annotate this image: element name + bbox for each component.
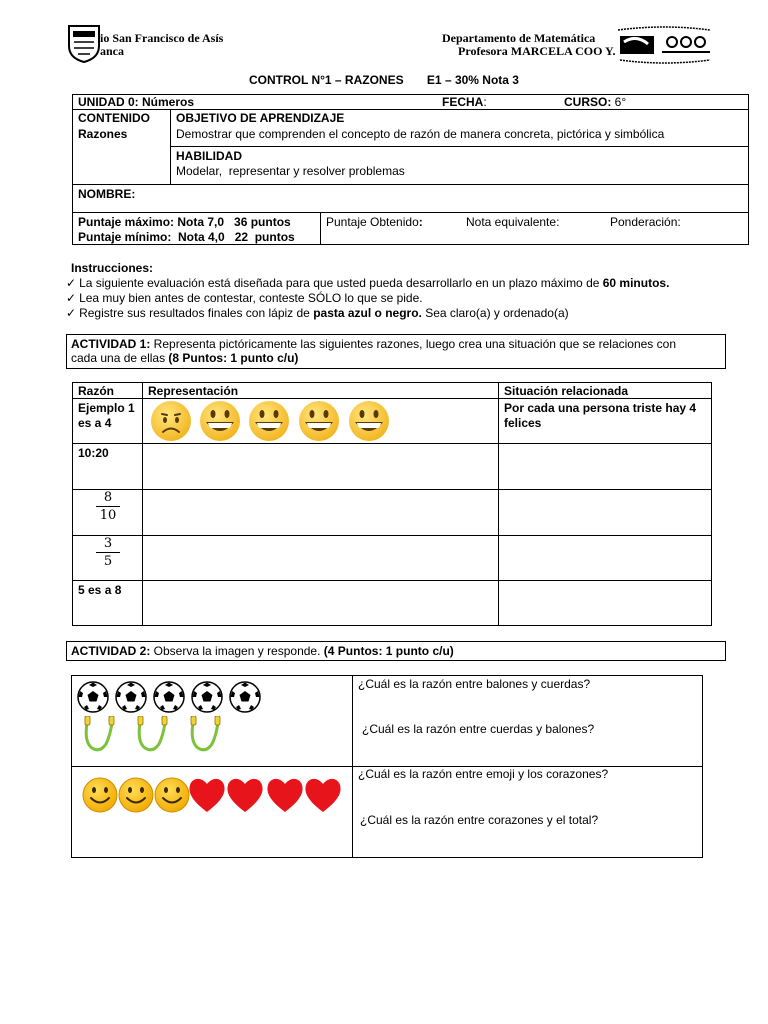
jump-ropes-row xyxy=(82,716,232,754)
ratio-5-es-a-8: 5 es a 8 xyxy=(78,583,122,597)
instruction-3-post: Sea claro(a) y ordenado(a) xyxy=(421,306,569,320)
grinning-emoji-icon xyxy=(299,401,339,441)
page-title: CONTROL N°1 – RAZONES E1 – 30% Nota 3 xyxy=(249,73,519,87)
nota-equivalente-field[interactable]: Nota equivalente: xyxy=(466,215,560,229)
habilidad-label: HABILIDAD xyxy=(176,149,242,163)
example-situation-line1: Por cada una persona triste hay 4 xyxy=(504,401,697,415)
instructions-heading: Instrucciones: xyxy=(71,261,154,275)
soccer-ball-icon xyxy=(154,682,184,712)
heart-icon xyxy=(305,779,340,812)
puntaje-maximo: Puntaje máximo: Nota 7,0 36 puntos xyxy=(78,215,291,229)
soccer-balls-row xyxy=(76,680,262,714)
activity2-points: (4 Puntos: 1 punto c/u) xyxy=(323,644,454,658)
fraction-numerator: 3 xyxy=(103,536,113,551)
situation-cell[interactable] xyxy=(499,536,711,579)
activity1-points: (8 Puntos: 1 punto c/u) xyxy=(168,351,299,365)
jump-rope-icon xyxy=(191,716,220,750)
activity2-header xyxy=(66,641,726,661)
contenido-value: Razones xyxy=(78,127,128,141)
smiley-emoji-icon xyxy=(119,778,153,812)
curso-label xyxy=(564,95,626,109)
sad-emoji-icon xyxy=(151,401,191,441)
fraction-numerator: 8 xyxy=(103,490,113,505)
puntaje-obtenido-colon: : xyxy=(418,215,423,229)
jump-rope-icon xyxy=(138,716,167,750)
curso-label-text: CURSO: xyxy=(564,95,612,109)
school-name: io San Francisco de Asís xyxy=(100,31,224,45)
unidad-label: UNIDAD 0: Números xyxy=(78,95,195,109)
department-name: Departamento de Matemática xyxy=(442,31,596,45)
grinning-emoji-icon xyxy=(349,401,389,441)
soccer-ball-icon xyxy=(116,682,146,712)
activity2-label: ACTIVIDAD 2: xyxy=(71,644,151,658)
example-emoji-row xyxy=(146,400,396,442)
contenido-label: CONTENIDO xyxy=(78,111,150,125)
heart-icon xyxy=(267,779,302,812)
objetivo-label: OBJETIVO DE APRENDIZAJE xyxy=(176,111,345,125)
smiley-emoji-icon xyxy=(155,778,189,812)
situation-cell[interactable] xyxy=(499,444,711,488)
emoji-hearts-row xyxy=(82,774,348,816)
puntaje-minimo: Puntaje mínimo: Nota 4,0 22 puntos xyxy=(78,230,295,244)
ratio-3-5-fraction xyxy=(96,536,120,569)
representation-cell[interactable] xyxy=(143,581,497,625)
habilidad-text: Modelar, representar y resolver problemas xyxy=(176,164,405,178)
instruction-item-2 xyxy=(66,291,423,305)
example-ratio-line1: Ejemplo 1 xyxy=(78,401,135,415)
question-3: ¿Cuál es la razón entre emoji y los corazones? xyxy=(358,767,609,781)
ratio-8-10-fraction xyxy=(96,490,120,523)
ponderacion-field[interactable]: Ponderación: xyxy=(610,215,681,229)
nombre-field[interactable]: NOMBRE: xyxy=(78,187,136,201)
col-representacion: Representación xyxy=(148,384,239,398)
heart-icon xyxy=(227,779,262,812)
curso-value: 6° xyxy=(611,95,627,109)
fecha-colon: : xyxy=(483,95,487,109)
ratio-10-20: 10:20 xyxy=(78,446,109,460)
puntaje-obtenido-field[interactable] xyxy=(326,215,423,229)
objetivo-text: Demostrar que comprenden el concepto de razón de manera concreta, pictórica y simbólica xyxy=(176,127,665,141)
grinning-emoji-icon xyxy=(200,401,240,441)
department-logo xyxy=(614,26,714,66)
representation-cell[interactable] xyxy=(143,490,497,534)
representation-cell[interactable] xyxy=(143,444,497,488)
school-logo xyxy=(66,24,102,64)
fraction-denominator: 10 xyxy=(99,508,117,523)
fraction-denominator: 5 xyxy=(103,554,113,569)
teacher-name: Profesora MARCELA COO Y. xyxy=(458,44,616,58)
soccer-ball-icon xyxy=(192,682,222,712)
jump-rope-icon xyxy=(85,716,114,750)
activity1-label: ACTIVIDAD 1: xyxy=(71,337,151,351)
activity1-header xyxy=(66,334,726,369)
example-situation-line2: felices xyxy=(504,416,542,430)
school-city: anca xyxy=(100,44,124,58)
question-4: ¿Cuál es la razón entre corazones y el total? xyxy=(360,813,599,827)
grinning-emoji-icon xyxy=(249,401,289,441)
smiley-emoji-icon xyxy=(83,778,117,812)
col-situacion: Situación relacionada xyxy=(504,384,629,398)
situation-cell[interactable] xyxy=(499,581,711,625)
fecha-label xyxy=(442,95,487,109)
col-razon: Razón xyxy=(78,384,114,398)
representation-cell[interactable] xyxy=(143,536,497,579)
question-1: ¿Cuál es la razón entre balones y cuerdas? xyxy=(358,677,591,691)
activity1-text-2: cada una de ellas xyxy=(71,351,169,365)
instruction-1-text: La siguiente evaluación está diseñada para que usted pueda desarrollarlo en un plazo máximo de xyxy=(79,276,603,290)
instruction-3-text: Registre sus resultados finales con lápiz de xyxy=(79,306,314,320)
puntaje-obtenido-label: Puntaje Obtenido xyxy=(326,215,419,229)
check-icon: ✓ xyxy=(66,306,77,320)
check-icon: ✓ xyxy=(66,276,77,290)
activity1-text: Representa pictóricamente las siguientes razones, luego crea una situación que se relaciones con xyxy=(150,337,676,351)
instruction-1-bold: 60 minutos. xyxy=(602,276,670,290)
example-ratio xyxy=(78,401,135,431)
soccer-ball-icon xyxy=(230,682,260,712)
situation-cell[interactable] xyxy=(499,490,711,534)
fecha-label-text: FECHA xyxy=(442,95,484,109)
question-2: ¿Cuál es la razón entre cuerdas y balones? xyxy=(362,722,595,736)
heart-icon xyxy=(189,779,224,812)
instruction-item-3 xyxy=(66,306,569,320)
instruction-item-1 xyxy=(66,276,669,290)
soccer-ball-icon xyxy=(78,682,108,712)
activity2-text: Observa la imagen y responde. xyxy=(150,644,324,658)
check-icon: ✓ xyxy=(66,291,77,305)
example-ratio-line2: es a 4 xyxy=(78,416,112,430)
instruction-2-text: Lea muy bien antes de contestar, conteste SÓLO lo que se pide. xyxy=(79,291,423,305)
example-situation xyxy=(504,401,696,431)
instruction-3-bold: pasta azul o negro. xyxy=(313,306,422,320)
